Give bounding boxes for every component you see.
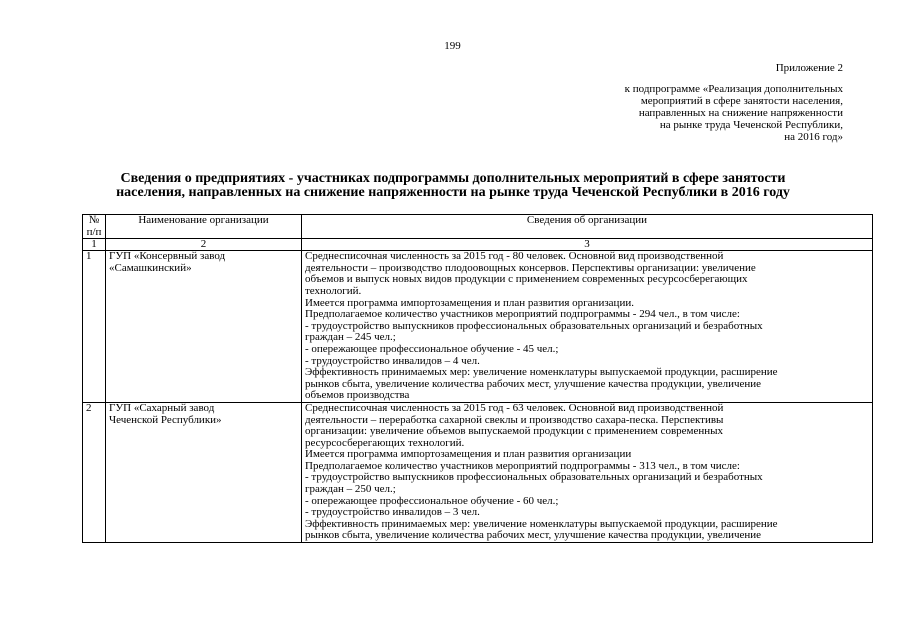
appendix-line: на 2016 год»: [784, 131, 843, 143]
org-name-line: ГУП «Сахарный завод: [109, 401, 215, 414]
detail-line: Предполагаемое количество участников мероприятий подпрограммы - 294 чел., в том числе:: [305, 308, 740, 321]
detail-line: деятельности – производство плодоовощных консервов. Перспективы организации: увеличение: [305, 261, 756, 274]
detail-line: Эффективность принимаемых мер: увеличение номенклатуры выпускаемой продукции, расширение: [305, 366, 778, 379]
detail-line: - трудоустройство выпускников профессиональных образовательных организаций и безработных: [305, 319, 763, 332]
title-line: Сведения о предприятиях - участниках подпрограммы дополнительных мероприятий в сфере занятости: [120, 171, 786, 186]
appendix-text: [543, 83, 843, 143]
title-line: населения, направленных на снижение напряженности на рынке труда Чеченской Республики в 2016 году: [116, 185, 790, 200]
detail-line: - трудоустройство инвалидов – 4 чел.: [305, 354, 480, 367]
detail-line: Среднесписочная численность за 2015 год - 80 человек. Основной вид производственной: [305, 250, 724, 263]
row-details: [302, 402, 873, 542]
row-number: 1: [83, 251, 106, 403]
detail-line: - опережающее профессиональное обучение - 45 чел.;: [305, 342, 559, 355]
detail-line: граждан – 245 чел.;: [305, 331, 396, 344]
row-details: [302, 251, 873, 403]
detail-line: объемов и выпуск новых видов продукции с применением современных ресурсосберегающих: [305, 273, 748, 286]
header-name: Наименование организации: [106, 215, 302, 239]
detail-line: Среднесписочная численность за 2015 год - 63 человек. Основной вид производственной: [305, 401, 724, 414]
appendix-line: направленных на снижение напряженности: [638, 107, 843, 119]
detail-line: Предполагаемое количество участников мероприятий подпрограммы - 313 чел., в том числе:: [305, 459, 740, 472]
header-number-line: №: [88, 214, 100, 226]
table-header-row: [83, 215, 873, 239]
detail-line: - трудоустройство инвалидов – 3 чел.: [305, 506, 480, 519]
enterprises-table: [82, 214, 873, 543]
detail-line: рынков сбыта, увеличение количества рабочих мест, улучшение качества продукции, увеличение: [305, 529, 762, 542]
detail-line: Имеется программа импортозамещения и план развития организации: [305, 448, 632, 461]
header-number-line: п/п: [86, 225, 102, 238]
appendix-label: Приложение 2: [775, 62, 843, 74]
index-cell: 2: [106, 239, 302, 251]
row-number: 2: [83, 402, 106, 542]
detail-line: Имеется программа импортозамещения и план развития организации.: [305, 296, 634, 309]
detail-line: - опережающее профессиональное обучение - 60 чел.;: [305, 494, 559, 507]
appendix-line: к подпрограмме «Реализация дополнительных: [624, 83, 843, 95]
detail-line: граждан – 250 чел.;: [305, 483, 396, 496]
detail-line: рынков сбыта, увеличение количества рабочих мест, улучшение качества продукции, увеличение: [305, 377, 762, 390]
row-org-name: [106, 402, 302, 542]
org-name-line: «Самашкинский»: [109, 261, 192, 274]
detail-line: - трудоустройство выпускников профессиональных образовательных организаций и безработных: [305, 471, 763, 484]
header-info: Сведения об организации: [302, 215, 873, 239]
org-name-line: Чеченской Республики»: [109, 413, 222, 426]
table-row: [83, 251, 873, 403]
appendix-line: мероприятий в сфере занятости населения,: [640, 95, 843, 107]
table-index-row: [83, 239, 873, 251]
org-name-line: ГУП «Консервный завод: [109, 250, 226, 263]
row-org-name: [106, 251, 302, 403]
detail-line: объемов производства: [305, 389, 410, 402]
index-cell: 3: [302, 239, 873, 251]
detail-line: технологий.: [305, 284, 362, 297]
detail-line: Эффективность принимаемых мер: увеличение номенклатуры выпускаемой продукции, расширение: [305, 517, 778, 530]
detail-line: ресурсосберегающих технологий.: [305, 436, 465, 449]
document-title: [68, 172, 838, 200]
detail-line: деятельности – переработка сахарной свеклы и производство сахара-песка. Перспективы: [305, 413, 724, 426]
index-cell: 1: [83, 239, 106, 251]
table-row: [83, 402, 873, 542]
page-number: 199: [444, 40, 461, 52]
header-number: [83, 215, 106, 239]
detail-line: организации: увеличение объемов выпускаемой продукции с применением современных: [305, 425, 724, 438]
appendix-line: на рынке труда Чеченской Республики,: [659, 119, 843, 131]
